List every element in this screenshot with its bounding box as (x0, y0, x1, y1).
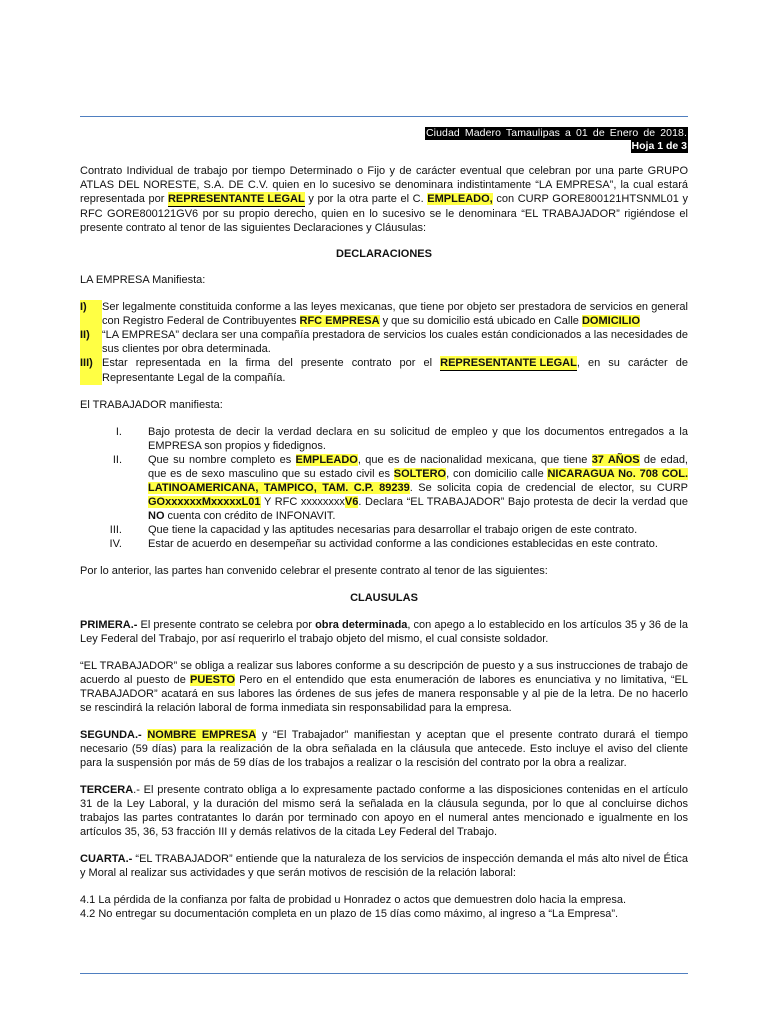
declaraciones-title: DECLARACIONES (336, 248, 432, 260)
clausula-primera: PRIMERA.- El presente contrato se celebra por obra determinada, con apego a lo establecido en los artículos 35 y 36 de la Ley Federal del Trabajo, por así requerirlo el trabajo objeto del mismo, el cual consiste soldador. (80, 619, 688, 645)
clausula-tercera: TERCERA.- El presente contrato obliga a lo expresamente pactado conforme a las disposiciones contenidas en el artículo 31 de la Ley Laboral, y la duración del mismo será la señalada en la cláusula segunda, por lo que al concluirse dichos trabajos las partes contratantes lo darán por terminado con apoyo en el numeral antes mencionado e igualmente en los artículos 35, 36, 53 fracción III y demás relativos de la citada Ley Federal del Trabajo. (80, 784, 688, 838)
header-rule (80, 116, 688, 117)
empresa-manifiesta: LA EMPRESA Manifiesta: (80, 274, 206, 286)
estado-civil-field: SOLTERO (393, 468, 447, 480)
empresa-item-2: II) “LA EMPRESA” declara ser una compañía prestadora de servicios los cuales están condicionados a las necesidades de sus clientes por obra determinada. (80, 329, 688, 355)
rfc-field: V6 (344, 496, 359, 508)
clausula-segunda: SEGUNDA.- NOMBRE EMPRESA y “El Trabajador” manifiestan y aceptan que el presente contrato durará el tiempo necesario (59 días) para la realización de la obra señalada en la cláusula que antecede. Esto incluye el aviso del cliente para la suspensión por más de 59 días de los trabajos a realizar o la rescisión del contrato por la obra a realizar. (80, 729, 688, 769)
empleado-name-field: EMPLEADO (295, 454, 358, 466)
trabajador-manifiesta: El TRABAJADOR manifiesta: (80, 399, 223, 411)
rep-legal-field: REPRESENTANTE LEGAL (167, 193, 305, 205)
no-infonavit: NO (148, 510, 165, 522)
puesto-field: PUESTO (190, 674, 236, 686)
footer-rule (80, 973, 688, 974)
rfc-empresa-field: RFC EMPRESA (299, 315, 380, 327)
trabajador-item-1: I. Bajo protesta de decir la verdad declara en su solicitud de empleo y que los documentos entregados a la EMPRESA son propios y fidedignos. (115, 426, 688, 452)
trabajador-item-3: III. Que tiene la capacidad y las aptitudes necesarias para desarrollar el trabajo origen de este contrato. (109, 524, 638, 536)
clausula-primera-b: “EL TRABAJADOR” se obliga a realizar sus labores conforme a su descripción de puesto y a sus instrucciones de trabajo de acuerdo al puesto de PUESTO Pero en el entendido que esta enumeración de labores es enunciativa y no limitativa, “EL TRABAJADOR” acatará en sus labores las órdenes de sus jefes de manera responsable y al pie de la letra. De no hacerlo se rescindirá la relación laboral de forma inmediata sin responsabilidad para la empresa. (80, 660, 688, 714)
clausulas-title: CLAUSULAS (350, 592, 418, 604)
document-body (80, 164, 688, 921)
domicilio-trabajador-field: NICARAGUA No. 708 COL. LATINOAMERICANA, TAMPICO, TAM. C.P. 89239 (148, 468, 688, 494)
document-header (425, 127, 688, 153)
clausula-cuarta: CUARTA.- “EL TRABAJADOR” entiende que la naturaleza de los servicios de inspección demanda el más alto nivel de Ética y Moral al realizar sus actividades y que serán motivos de rescisión de la relación laboral: (80, 853, 688, 879)
trabajador-item-4: IV. Estar de acuerdo en desempeñar su actividad conforme a las condiciones establecidas en este contrato. (109, 538, 658, 550)
curp-field: GOxxxxxxMxxxxxL01 (148, 496, 261, 508)
city-date: Ciudad Madero Tamaulipas a 01 de Enero de 2018. (425, 127, 687, 139)
por-lo-anterior: Por lo anterior, las partes han convenido celebrar el presente contrato al tenor de las siguientes: (80, 565, 548, 577)
empleado-field: EMPLEADO, (427, 193, 493, 205)
domicilio-field: DOMICILIO (581, 315, 641, 327)
cuarta-item-2: 4.2 No entregar su documentación completa en un plazo de 15 días como máximo, al ingreso a “La Empresa”. (80, 908, 619, 920)
rep-legal-field-2: REPRESENTANTE LEGAL (440, 357, 577, 369)
empresa-item-1: I) Ser legalmente constituida conforme a las leyes mexicanas, que tiene por objeto ser prestadora de servicios en general con Registro Federal de Contribuyentes RFC EMPRESA y que su domicilio está ubicado en Calle DOMICILIO (80, 301, 688, 327)
intro-paragraph: Contrato Individual de trabajo por tiempo Determinado o Fijo y de carácter eventual que celebran por una parte GRUPO ATLAS DEL NORESTE, S.A. DE C.V. quien en lo sucesivo se denominara indistintamente “LA EMPRESA”, la cual estará representada por REPRESENTANTE LEGAL y por la otra parte el C. EMPLEADO, con CURP GORE800121HTSNML01 y RFC GORE800121GV6 por su propio derecho, quien en lo sucesivo se le denominara “EL TRABAJADOR” rigiéndose el presente contrato al tenor de las siguientes Declaraciones y Cláusulas: (80, 165, 688, 234)
nombre-empresa-field: NOMBRE EMPRESA (147, 729, 257, 741)
empresa-item-3: III) Estar representada en la firma del presente contrato por el REPRESENTANTE LEGAL, en su carácter de Representante Legal de la compañía. (80, 357, 689, 384)
cuarta-item-1: 4.1 La pérdida de la confianza por falta de probidad u Honradez o actos que demuestren dolo hacia la empresa. (80, 894, 627, 906)
page-number: Hoja 1 de 3 (631, 140, 687, 152)
trabajador-item-2: II. Que su nombre completo es EMPLEADO, que es de nacionalidad mexicana, que tiene 37 AÑOS de edad, que es de sexo masculino que su estado civil es SOLTERO, con domicilio calle NICARAGUA No. 708 COL. LATINOAMERICANA, TAMPICO, TAM. C.P. 89239. Se solicita copia de credencial de elector, su CURP GOxxxxxxMxxxxxL01 Y RFC xxxxxxxxV6. Declara “EL TRABAJADOR” Bajo protesta de decir la verdad que NO cuenta con crédito de INFONAVIT. (112, 454, 688, 522)
edad-field: 37 AÑOS (591, 454, 640, 466)
